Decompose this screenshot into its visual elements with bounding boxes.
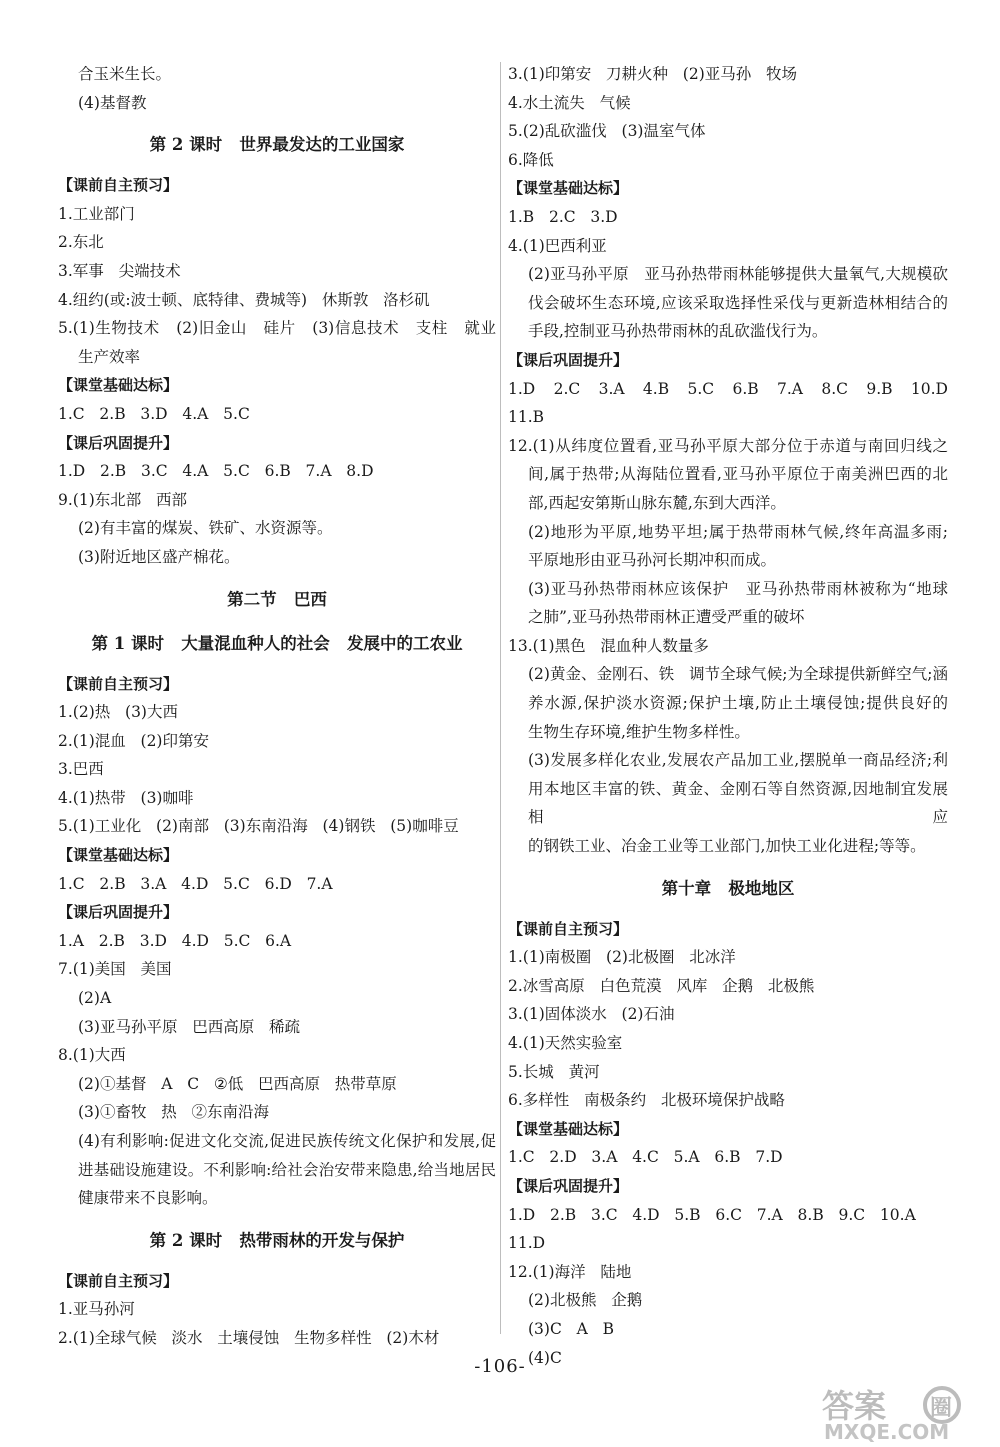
left-column xyxy=(58,60,496,1353)
answer-line: 4.(1)热带 (3)咖啡 xyxy=(58,788,194,807)
subsection-label: 【课前自主预习】 xyxy=(58,1271,179,1290)
section-heading: 第 1 课时 大量混血种人的社会 发展中的工农业 xyxy=(91,633,463,653)
section-heading: 第 2 课时 世界最发达的工业国家 xyxy=(149,135,405,155)
answer-line: (3)亚马孙平原 巴西高原 稀疏 xyxy=(78,1017,301,1036)
answer-line: 间,属于热带;从海陆位置看,亚马孙平原位于南美洲巴西的北 xyxy=(528,465,948,484)
answer-line: 5.(2)乱砍滥伐 (3)温室气体 xyxy=(508,122,706,141)
answer-line: 的钢铁工业、冶金工业等工业部门,加快工业化进程;等等。 xyxy=(528,837,926,856)
section-heading: 第 2 课时 热带雨林的开发与保护 xyxy=(149,1230,405,1250)
answer-line: 13.(1)黑色 混血种人数量多 xyxy=(508,636,709,655)
answer-line: 2.(1)全球气候 淡水 土壤侵蚀 生物多样性 (2)木材 xyxy=(58,1328,440,1347)
answer-line: 12.(1)从纬度位置看,亚马孙平原大部分位于赤道与南回归线之 xyxy=(508,436,948,455)
answer-line: 2.(1)混血 (2)印第安 xyxy=(58,731,209,750)
subsection-label: 【课堂基础达标】 xyxy=(508,179,629,198)
answer-line: 5.(1)生物技术 (2)旧金山 硅片 (3)信息技术 支柱 就业 xyxy=(58,319,496,338)
answer-line: 1.亚马孙河 xyxy=(58,1300,135,1319)
page-number: -106- xyxy=(474,1356,526,1377)
answer-line: (3)发展多样化农业,发展农产品加工业,摆脱单一商品经济;利 xyxy=(528,751,948,770)
answer-line: 1.C 2.B 3.D 4.A 5.C xyxy=(58,404,250,423)
answer-line: 手段,控制亚马孙热带雨林的乱砍滥伐行为。 xyxy=(528,322,828,341)
answer-line: (3)①畜牧 热 ②东南沿海 xyxy=(78,1103,270,1122)
answer-line: 3.巴西 xyxy=(58,760,104,779)
answer-line: 1.工业部门 xyxy=(58,204,135,223)
right-column xyxy=(508,60,948,1372)
answer-line: 平原地形由亚马孙河长期冲积而成。 xyxy=(528,551,777,570)
answer-line: 4.(1)巴西利亚 xyxy=(508,236,607,255)
subsection-label: 【课前自主预习】 xyxy=(508,919,629,938)
answer-line: 1.B 2.C 3.D xyxy=(508,207,618,226)
answer-line: 之肺”,亚马孙热带雨林正遭受严重的破坏 xyxy=(528,608,805,627)
answer-line: 11.D xyxy=(508,1234,546,1253)
answer-line: 1.C 2.D 3.A 4.C 5.A 6.B 7.D xyxy=(508,1148,783,1167)
svg-text:MXQE.COM: MXQE.COM xyxy=(824,1420,950,1443)
answer-line: 1.(2)热 (3)大西 xyxy=(58,703,178,722)
answer-line: 1.D 2.C 3.A 4.B 5.C 6.B 7.A 8.C 9.B 10.D xyxy=(508,379,948,398)
answer-line: 5.(1)工业化 (2)南部 (3)东南沿海 (4)钢铁 (5)咖啡豆 xyxy=(58,817,459,836)
answer-line: (4)C xyxy=(528,1348,562,1367)
answer-line: (3)亚马孙热带雨林应该保护 亚马孙热带雨林被称为“地球 xyxy=(528,579,948,598)
answer-line: 1.(1)南极圈 (2)北极圈 北冰洋 xyxy=(508,948,736,967)
subsection-label: 【课后巩固提升】 xyxy=(58,433,179,452)
subsection-label: 【课后巩固提升】 xyxy=(58,903,179,922)
subsection-label: 【课前自主预习】 xyxy=(58,176,179,195)
subsection-label: 【课堂基础达标】 xyxy=(58,846,179,865)
section-heading: 第十章 极地地区 xyxy=(661,878,795,898)
answer-line: (2)A xyxy=(78,989,112,1008)
answer-line: 合玉米生长。 xyxy=(78,65,172,83)
subsection-label: 【课后巩固提升】 xyxy=(508,1176,629,1195)
answer-line: 11.B xyxy=(508,408,545,427)
answer-line: (2)①基督 A C ②低 巴西高原 热带草原 xyxy=(78,1074,397,1093)
column-divider xyxy=(500,62,501,1334)
answer-line: (2)有丰富的煤炭、铁矿、水资源等。 xyxy=(78,519,333,538)
answer-line: (2)亚马孙平原 亚马孙热带雨林能够提供大量氧气,大规模砍 xyxy=(528,265,948,284)
answer-line: 进基础设施建设。不利影响:给社会治安带来隐患,给当地居民 xyxy=(78,1160,496,1179)
answer-line: 生产效率 xyxy=(78,347,141,366)
svg-text:答案: 答案 xyxy=(822,1387,887,1425)
answer-line: 8.(1)大西 xyxy=(58,1046,126,1065)
answer-line: 4.(1)天然实验室 xyxy=(508,1034,623,1052)
answer-line: (4)基督教 xyxy=(78,93,147,112)
answer-line: (2)北极熊 企鹅 xyxy=(528,1291,643,1310)
answer-line: 养水源,保护淡水资源;保护土壤,防止土壤侵蚀;提供良好的 xyxy=(528,694,948,713)
answer-line: (3)附近地区盛产棉花。 xyxy=(78,547,240,566)
answer-line: 5.长城 黄河 xyxy=(508,1062,600,1081)
answer-line: 4.纽约(或:波士顿、底特律、费城等) 休斯敦 洛杉矶 xyxy=(58,290,430,309)
answer-line: 6.降低 xyxy=(508,150,554,169)
subsection-label: 【课前自主预习】 xyxy=(58,674,179,693)
subsection-label: 【课堂基础达标】 xyxy=(508,1119,629,1138)
watermark-logo xyxy=(820,1385,970,1447)
answer-line: 部,西起安第斯山脉东麓,东到大西洋。 xyxy=(528,493,786,512)
svg-text:圈: 圈 xyxy=(930,1396,953,1421)
answer-line: 1.A 2.B 3.D 4.D 5.C 6.A xyxy=(58,931,292,950)
answer-line: 1.D 2.B 3.C 4.A 5.C 6.B 7.A 8.D xyxy=(58,462,374,481)
answer-line: 2.东北 xyxy=(58,233,104,252)
answer-line: 健康带来不良影响。 xyxy=(78,1189,218,1208)
subsection-label: 【课后巩固提升】 xyxy=(508,350,629,369)
answer-line: (4)有利影响:促进文化交流,促进民族传统文化保护和发展,促 xyxy=(78,1132,496,1150)
answer-line: 4.水土流失 气候 xyxy=(508,93,631,112)
answer-line: 1.C 2.B 3.A 4.D 5.C 6.D 7.A xyxy=(58,874,333,893)
answer-line: 6.多样性 南极条约 北极环境保护战略 xyxy=(508,1091,785,1110)
subsection-label: 【课堂基础达标】 xyxy=(58,376,179,395)
answer-line: (2)黄金、金刚石、铁 调节全球气候;为全球提供新鲜空气;涵 xyxy=(528,665,948,684)
answer-line: 用本地区丰富的铁、黄金、金刚石等自然资源,因地制宜发展相应 xyxy=(528,779,948,827)
answer-line: 12.(1)海洋 陆地 xyxy=(508,1262,632,1281)
answer-line: 伐会破坏生态环境,应该采取选择性采伐与更新造林相结合的 xyxy=(528,293,948,312)
answer-line: 9.(1)东北部 西部 xyxy=(58,490,188,509)
answer-line: 2.冰雪高原 白色荒漠 风库 企鹅 北极熊 xyxy=(508,976,815,995)
answer-line: 3.(1)印第安 刀耕火种 (2)亚马孙 牧场 xyxy=(508,65,798,83)
section-heading: 第二节 巴西 xyxy=(227,589,327,609)
answer-line: (3)C A B xyxy=(528,1319,614,1338)
answer-line: 1.D 2.B 3.C 4.D 5.B 6.C 7.A 8.B 9.C 10.A xyxy=(508,1205,916,1224)
answer-line: (2)地形为平原,地势平坦;属于热带雨林气候,终年高温多雨; xyxy=(528,522,948,541)
answer-line: 7.(1)美国 美国 xyxy=(58,960,172,979)
answer-line: 3.(1)固体淡水 (2)石油 xyxy=(508,1005,675,1024)
answer-line: 3.军事 尖端技术 xyxy=(58,261,181,280)
answer-line: 生物生存环境,维护生物多样性。 xyxy=(528,722,750,741)
